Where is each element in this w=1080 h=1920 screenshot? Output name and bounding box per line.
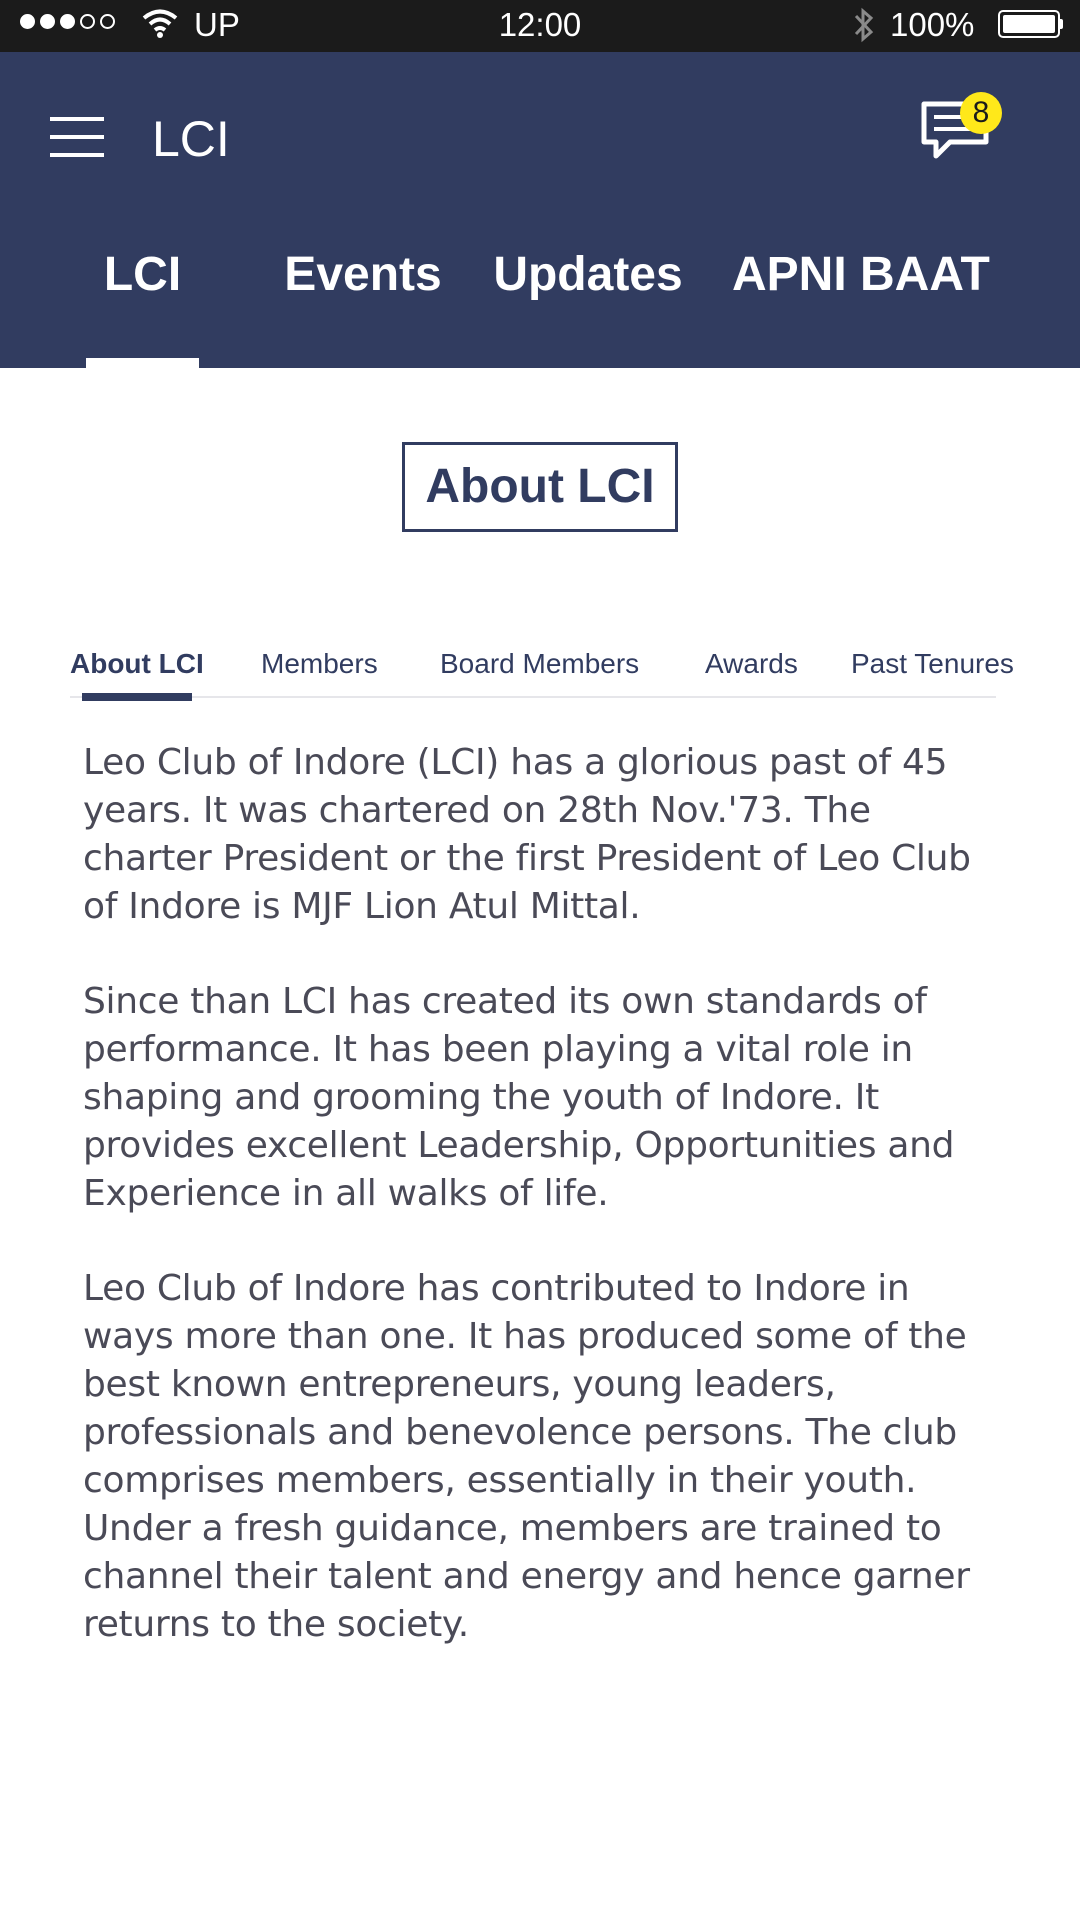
app-title: LCI [152, 111, 230, 167]
tab-lci[interactable]: LCI [103, 248, 182, 301]
battery-level-fill [1003, 15, 1055, 33]
paragraph: Leo Club of Indore (LCI) has a glorious past of 45 years. It was chartered on 28th Nov.'73. The charter President or the first President of Leo Club of Indore is MJF Lion Atul Mittal. [83, 742, 971, 927]
subtab-about-lci[interactable]: About LCI [70, 648, 204, 679]
app-header [0, 52, 1080, 368]
tab-apni-baat[interactable]: APNI BAAT [732, 248, 990, 301]
status-bar [0, 0, 1080, 52]
hamburger-menu-icon[interactable] [50, 117, 104, 157]
subtab-divider [70, 696, 996, 698]
about-content [83, 739, 1008, 1696]
paragraph: Leo Club of Indore has contributed to Indore in ways more than one. It has produced some of the best known entrepreneurs, young leaders, professionals and benevolence persons. The club comprises members, essentially in their youth. Under a fresh guidance, members are trained to channel their talent and energy and hence garner returns to the society. [83, 1268, 970, 1645]
carrier-name: UP [194, 6, 240, 43]
battery-percent: 100% [890, 6, 975, 43]
active-tab-indicator [86, 358, 199, 368]
subtab-board-members[interactable]: Board Members [440, 648, 640, 679]
subtab-past-tenures[interactable]: Past Tenures [851, 648, 1014, 679]
bluetooth-icon [853, 6, 875, 44]
status-time: 12:00 [498, 6, 582, 43]
tab-updates[interactable]: Updates [493, 248, 683, 301]
section-title: About LCI [402, 442, 678, 532]
paragraph: Since than LCI has created its own standards of performance. It has been playing a vital role in shaping and grooming the youth of Indore. It provides excellent Leadership, Opportunities and Experience in all walks of life. [83, 981, 955, 1214]
battery-icon [998, 10, 1062, 38]
notification-badge: 8 [960, 92, 1002, 134]
tab-events[interactable]: Events [284, 248, 442, 301]
active-subtab-indicator [82, 693, 192, 701]
subtab-awards[interactable]: Awards [705, 648, 798, 679]
subtab-members[interactable]: Members [261, 648, 378, 679]
